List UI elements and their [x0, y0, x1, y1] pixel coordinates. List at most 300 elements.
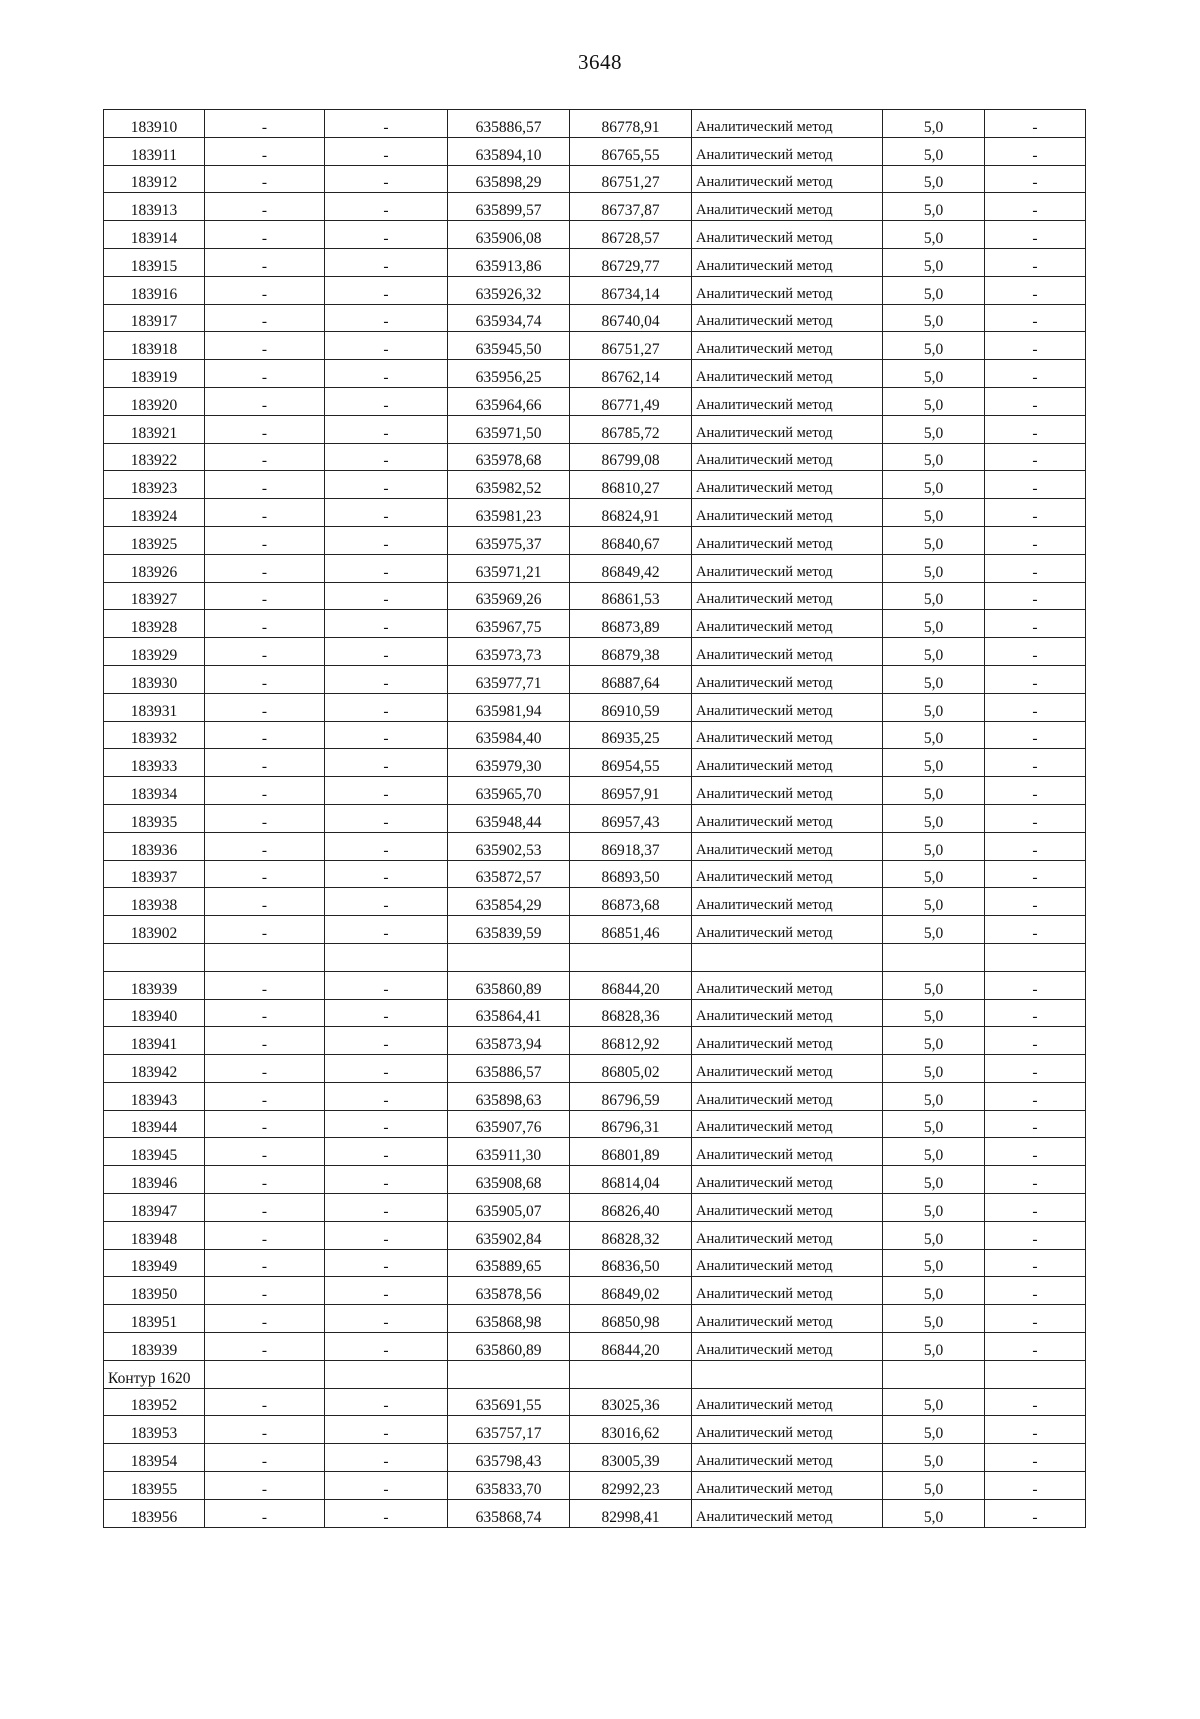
- table-row: [104, 304, 1086, 332]
- empty-value-cell: -: [205, 1110, 325, 1138]
- x-coordinate-cell: 635833,70: [448, 1472, 570, 1500]
- accuracy-cell: 5,0: [883, 332, 985, 360]
- empty-value-cell: -: [985, 610, 1086, 638]
- y-coordinate-cell: 82992,23: [570, 1472, 692, 1500]
- empty-value-cell: -: [985, 1277, 1086, 1305]
- point-number-cell: 183937: [104, 860, 205, 888]
- method-cell: Аналитический метод: [692, 1416, 883, 1444]
- empty-value-cell: -: [325, 526, 448, 554]
- x-coordinate-cell: 635889,65: [448, 1249, 570, 1277]
- empty-value-cell: -: [205, 304, 325, 332]
- method-cell: Аналитический метод: [692, 360, 883, 388]
- empty-value-cell: -: [985, 1027, 1086, 1055]
- empty-value-cell: -: [985, 526, 1086, 554]
- empty-value-cell: -: [205, 332, 325, 360]
- empty-value-cell: -: [325, 1055, 448, 1083]
- empty-cell: [448, 1360, 570, 1388]
- empty-value-cell: -: [205, 971, 325, 999]
- point-number-cell: 183915: [104, 248, 205, 276]
- point-number-cell: 183947: [104, 1194, 205, 1222]
- empty-value-cell: -: [205, 860, 325, 888]
- accuracy-cell: 5,0: [883, 777, 985, 805]
- x-coordinate-cell: 635906,08: [448, 221, 570, 249]
- empty-value-cell: -: [205, 1472, 325, 1500]
- y-coordinate-cell: 86751,27: [570, 165, 692, 193]
- x-coordinate-cell: 635864,41: [448, 999, 570, 1027]
- accuracy-cell: 5,0: [883, 499, 985, 527]
- y-coordinate-cell: 86828,36: [570, 999, 692, 1027]
- x-coordinate-cell: 635878,56: [448, 1277, 570, 1305]
- y-coordinate-cell: 86799,08: [570, 443, 692, 471]
- accuracy-cell: 5,0: [883, 443, 985, 471]
- table-row: [104, 248, 1086, 276]
- empty-value-cell: -: [205, 165, 325, 193]
- accuracy-cell: 5,0: [883, 1249, 985, 1277]
- empty-value-cell: -: [985, 665, 1086, 693]
- empty-value-cell: -: [205, 471, 325, 499]
- empty-value-cell: -: [325, 888, 448, 916]
- empty-value-cell: -: [985, 971, 1086, 999]
- x-coordinate-cell: 635898,63: [448, 1082, 570, 1110]
- x-coordinate-cell: 635907,76: [448, 1110, 570, 1138]
- empty-value-cell: -: [325, 721, 448, 749]
- y-coordinate-cell: 83005,39: [570, 1444, 692, 1472]
- y-coordinate-cell: 86824,91: [570, 499, 692, 527]
- method-cell: Аналитический метод: [692, 999, 883, 1027]
- x-coordinate-cell: 635913,86: [448, 248, 570, 276]
- table-row: [104, 804, 1086, 832]
- empty-value-cell: -: [325, 999, 448, 1027]
- empty-value-cell: -: [985, 777, 1086, 805]
- point-number-cell: 183916: [104, 276, 205, 304]
- empty-value-cell: -: [985, 137, 1086, 165]
- x-coordinate-cell: 635975,37: [448, 526, 570, 554]
- accuracy-cell: 5,0: [883, 610, 985, 638]
- x-coordinate-cell: 635969,26: [448, 582, 570, 610]
- empty-value-cell: -: [325, 1388, 448, 1416]
- y-coordinate-cell: 86873,68: [570, 888, 692, 916]
- empty-value-cell: -: [325, 749, 448, 777]
- y-coordinate-cell: 86762,14: [570, 360, 692, 388]
- empty-cell: [325, 1360, 448, 1388]
- empty-value-cell: -: [325, 110, 448, 138]
- table-row: [104, 971, 1086, 999]
- empty-value-cell: -: [985, 360, 1086, 388]
- method-cell: Аналитический метод: [692, 554, 883, 582]
- method-cell: Аналитический метод: [692, 1221, 883, 1249]
- point-number-cell: 183926: [104, 554, 205, 582]
- x-coordinate-cell: 635854,29: [448, 888, 570, 916]
- y-coordinate-cell: 86812,92: [570, 1027, 692, 1055]
- empty-value-cell: -: [985, 1499, 1086, 1527]
- point-number-cell: 183928: [104, 610, 205, 638]
- y-coordinate-cell: 86814,04: [570, 1166, 692, 1194]
- y-coordinate-cell: 86849,42: [570, 554, 692, 582]
- point-number-cell: 183945: [104, 1138, 205, 1166]
- empty-value-cell: -: [985, 832, 1086, 860]
- table-row: [104, 999, 1086, 1027]
- accuracy-cell: 5,0: [883, 1305, 985, 1333]
- empty-value-cell: -: [325, 971, 448, 999]
- x-coordinate-cell: 635886,57: [448, 1055, 570, 1083]
- empty-value-cell: -: [325, 304, 448, 332]
- table-row: [104, 665, 1086, 693]
- point-number-cell: 183939: [104, 1333, 205, 1361]
- method-cell: Аналитический метод: [692, 1194, 883, 1222]
- empty-value-cell: -: [985, 916, 1086, 944]
- method-cell: Аналитический метод: [692, 721, 883, 749]
- x-coordinate-cell: 635967,75: [448, 610, 570, 638]
- empty-value-cell: -: [985, 582, 1086, 610]
- empty-value-cell: -: [325, 471, 448, 499]
- table-row: [104, 471, 1086, 499]
- point-number-cell: 183953: [104, 1416, 205, 1444]
- accuracy-cell: 5,0: [883, 860, 985, 888]
- empty-value-cell: -: [205, 248, 325, 276]
- y-coordinate-cell: 86751,27: [570, 332, 692, 360]
- table-row: [104, 860, 1086, 888]
- point-number-cell: 183936: [104, 832, 205, 860]
- accuracy-cell: 5,0: [883, 248, 985, 276]
- y-coordinate-cell: 86740,04: [570, 304, 692, 332]
- empty-cell: [205, 1360, 325, 1388]
- y-coordinate-cell: 86734,14: [570, 276, 692, 304]
- empty-cell: [448, 943, 570, 971]
- empty-cell: [325, 943, 448, 971]
- table-row: [104, 1221, 1086, 1249]
- x-coordinate-cell: 635964,66: [448, 387, 570, 415]
- empty-cell: [985, 943, 1086, 971]
- table-row: [104, 1082, 1086, 1110]
- x-coordinate-cell: 635908,68: [448, 1166, 570, 1194]
- empty-value-cell: -: [985, 638, 1086, 666]
- point-number-cell: 183911: [104, 137, 205, 165]
- x-coordinate-cell: 635971,21: [448, 554, 570, 582]
- point-number-cell: 183927: [104, 582, 205, 610]
- accuracy-cell: 5,0: [883, 1333, 985, 1361]
- x-coordinate-cell: 635860,89: [448, 1333, 570, 1361]
- contour-label: Контур 1620: [104, 1360, 205, 1388]
- x-coordinate-cell: 635971,50: [448, 415, 570, 443]
- empty-value-cell: -: [325, 665, 448, 693]
- empty-value-cell: -: [325, 276, 448, 304]
- x-coordinate-cell: 635868,98: [448, 1305, 570, 1333]
- accuracy-cell: 5,0: [883, 916, 985, 944]
- empty-value-cell: -: [325, 638, 448, 666]
- empty-value-cell: -: [325, 360, 448, 388]
- empty-value-cell: -: [205, 1388, 325, 1416]
- accuracy-cell: 5,0: [883, 804, 985, 832]
- point-number-cell: 183950: [104, 1277, 205, 1305]
- empty-value-cell: -: [325, 1194, 448, 1222]
- table-row: [104, 1166, 1086, 1194]
- empty-value-cell: -: [325, 499, 448, 527]
- y-coordinate-cell: 86849,02: [570, 1277, 692, 1305]
- y-coordinate-cell: 86765,55: [570, 137, 692, 165]
- table-body: [104, 110, 1086, 1528]
- method-cell: Аналитический метод: [692, 387, 883, 415]
- y-coordinate-cell: 86801,89: [570, 1138, 692, 1166]
- empty-value-cell: -: [205, 1082, 325, 1110]
- empty-value-cell: -: [985, 276, 1086, 304]
- empty-value-cell: -: [985, 721, 1086, 749]
- empty-value-cell: -: [325, 1333, 448, 1361]
- empty-value-cell: -: [985, 804, 1086, 832]
- empty-value-cell: -: [205, 443, 325, 471]
- point-number-cell: 183949: [104, 1249, 205, 1277]
- y-coordinate-cell: 86796,31: [570, 1110, 692, 1138]
- empty-value-cell: -: [205, 665, 325, 693]
- empty-value-cell: -: [325, 777, 448, 805]
- x-coordinate-cell: 635757,17: [448, 1416, 570, 1444]
- empty-value-cell: -: [205, 1333, 325, 1361]
- method-cell: Аналитический метод: [692, 1249, 883, 1277]
- empty-value-cell: -: [985, 1249, 1086, 1277]
- table-row: [104, 693, 1086, 721]
- x-coordinate-cell: 635691,55: [448, 1388, 570, 1416]
- method-cell: Аналитический метод: [692, 110, 883, 138]
- empty-cell: [570, 943, 692, 971]
- empty-value-cell: -: [325, 916, 448, 944]
- empty-value-cell: -: [985, 1055, 1086, 1083]
- empty-value-cell: -: [985, 499, 1086, 527]
- accuracy-cell: 5,0: [883, 582, 985, 610]
- x-coordinate-cell: 635902,53: [448, 832, 570, 860]
- method-cell: Аналитический метод: [692, 221, 883, 249]
- accuracy-cell: 5,0: [883, 1388, 985, 1416]
- x-coordinate-cell: 635902,84: [448, 1221, 570, 1249]
- method-cell: Аналитический метод: [692, 499, 883, 527]
- empty-value-cell: -: [205, 193, 325, 221]
- x-coordinate-cell: 635911,30: [448, 1138, 570, 1166]
- empty-value-cell: -: [325, 387, 448, 415]
- y-coordinate-cell: 86957,91: [570, 777, 692, 805]
- empty-value-cell: -: [325, 1138, 448, 1166]
- method-cell: Аналитический метод: [692, 443, 883, 471]
- table-row: [104, 832, 1086, 860]
- empty-value-cell: -: [205, 276, 325, 304]
- empty-value-cell: -: [205, 1138, 325, 1166]
- empty-value-cell: -: [325, 1221, 448, 1249]
- y-coordinate-cell: 86785,72: [570, 415, 692, 443]
- point-number-cell: 183941: [104, 1027, 205, 1055]
- method-cell: Аналитический метод: [692, 804, 883, 832]
- y-coordinate-cell: 86737,87: [570, 193, 692, 221]
- page-number: 3648: [578, 50, 622, 74]
- empty-value-cell: -: [985, 304, 1086, 332]
- empty-value-cell: -: [325, 415, 448, 443]
- method-cell: Аналитический метод: [692, 610, 883, 638]
- table-row: [104, 638, 1086, 666]
- table-row: [104, 1388, 1086, 1416]
- method-cell: Аналитический метод: [692, 193, 883, 221]
- empty-cell: [104, 943, 205, 971]
- accuracy-cell: 5,0: [883, 638, 985, 666]
- empty-value-cell: -: [985, 443, 1086, 471]
- method-cell: Аналитический метод: [692, 526, 883, 554]
- empty-value-cell: -: [985, 749, 1086, 777]
- accuracy-cell: 5,0: [883, 721, 985, 749]
- accuracy-cell: 5,0: [883, 1082, 985, 1110]
- contour-header-row: [104, 1360, 1086, 1388]
- table-row: [104, 526, 1086, 554]
- x-coordinate-cell: 635982,52: [448, 471, 570, 499]
- y-coordinate-cell: 83025,36: [570, 1388, 692, 1416]
- method-cell: Аналитический метод: [692, 665, 883, 693]
- table-row: [104, 888, 1086, 916]
- empty-value-cell: -: [325, 332, 448, 360]
- point-number-cell: 183952: [104, 1388, 205, 1416]
- accuracy-cell: 5,0: [883, 526, 985, 554]
- accuracy-cell: 5,0: [883, 276, 985, 304]
- empty-value-cell: -: [205, 360, 325, 388]
- table-row: [104, 1499, 1086, 1527]
- empty-value-cell: -: [325, 1305, 448, 1333]
- accuracy-cell: 5,0: [883, 554, 985, 582]
- x-coordinate-cell: 635979,30: [448, 749, 570, 777]
- table-row: [104, 499, 1086, 527]
- table-row: [104, 165, 1086, 193]
- empty-value-cell: -: [325, 1499, 448, 1527]
- y-coordinate-cell: 86850,98: [570, 1305, 692, 1333]
- x-coordinate-cell: 635894,10: [448, 137, 570, 165]
- empty-value-cell: -: [205, 1166, 325, 1194]
- method-cell: Аналитический метод: [692, 1110, 883, 1138]
- method-cell: Аналитический метод: [692, 888, 883, 916]
- method-cell: Аналитический метод: [692, 1444, 883, 1472]
- method-cell: Аналитический метод: [692, 248, 883, 276]
- empty-value-cell: -: [205, 1221, 325, 1249]
- empty-value-cell: -: [205, 554, 325, 582]
- empty-value-cell: -: [985, 1388, 1086, 1416]
- x-coordinate-cell: 635977,71: [448, 665, 570, 693]
- y-coordinate-cell: 86918,37: [570, 832, 692, 860]
- point-number-cell: 183943: [104, 1082, 205, 1110]
- empty-value-cell: -: [205, 415, 325, 443]
- empty-value-cell: -: [325, 1027, 448, 1055]
- empty-value-cell: -: [325, 1444, 448, 1472]
- y-coordinate-cell: 86957,43: [570, 804, 692, 832]
- accuracy-cell: 5,0: [883, 415, 985, 443]
- y-coordinate-cell: 86861,53: [570, 582, 692, 610]
- y-coordinate-cell: 86810,27: [570, 471, 692, 499]
- method-cell: Аналитический метод: [692, 1082, 883, 1110]
- empty-value-cell: -: [205, 832, 325, 860]
- table-row: [104, 1333, 1086, 1361]
- empty-cell: [985, 1360, 1086, 1388]
- point-number-cell: 183925: [104, 526, 205, 554]
- accuracy-cell: 5,0: [883, 360, 985, 388]
- y-coordinate-cell: 86935,25: [570, 721, 692, 749]
- table-row: [104, 721, 1086, 749]
- point-number-cell: 183932: [104, 721, 205, 749]
- empty-value-cell: -: [325, 1110, 448, 1138]
- table-row: [104, 387, 1086, 415]
- y-coordinate-cell: 86887,64: [570, 665, 692, 693]
- empty-value-cell: -: [985, 1333, 1086, 1361]
- empty-value-cell: -: [325, 1277, 448, 1305]
- accuracy-cell: 5,0: [883, 1472, 985, 1500]
- empty-value-cell: -: [985, 693, 1086, 721]
- empty-value-cell: -: [985, 554, 1086, 582]
- accuracy-cell: 5,0: [883, 165, 985, 193]
- accuracy-cell: 5,0: [883, 999, 985, 1027]
- y-coordinate-cell: 86836,50: [570, 1249, 692, 1277]
- empty-cell: [570, 1360, 692, 1388]
- empty-value-cell: -: [205, 721, 325, 749]
- empty-value-cell: -: [325, 582, 448, 610]
- y-coordinate-cell: 82998,41: [570, 1499, 692, 1527]
- point-number-cell: 183929: [104, 638, 205, 666]
- accuracy-cell: 5,0: [883, 832, 985, 860]
- table-row: [104, 1027, 1086, 1055]
- point-number-cell: 183921: [104, 415, 205, 443]
- point-number-cell: 183951: [104, 1305, 205, 1333]
- x-coordinate-cell: 635798,43: [448, 1444, 570, 1472]
- empty-value-cell: -: [985, 1166, 1086, 1194]
- accuracy-cell: 5,0: [883, 1138, 985, 1166]
- x-coordinate-cell: 635981,94: [448, 693, 570, 721]
- y-coordinate-cell: 86805,02: [570, 1055, 692, 1083]
- point-number-cell: 183922: [104, 443, 205, 471]
- empty-value-cell: -: [205, 777, 325, 805]
- empty-value-cell: -: [205, 221, 325, 249]
- point-number-cell: 183923: [104, 471, 205, 499]
- point-number-cell: 183938: [104, 888, 205, 916]
- x-coordinate-cell: 635860,89: [448, 971, 570, 999]
- x-coordinate-cell: 635873,94: [448, 1027, 570, 1055]
- accuracy-cell: 5,0: [883, 221, 985, 249]
- point-number-cell: 183912: [104, 165, 205, 193]
- x-coordinate-cell: 635956,25: [448, 360, 570, 388]
- point-number-cell: 183933: [104, 749, 205, 777]
- empty-value-cell: -: [985, 1138, 1086, 1166]
- point-number-cell: 183939: [104, 971, 205, 999]
- table-row: [104, 749, 1086, 777]
- method-cell: Аналитический метод: [692, 749, 883, 777]
- x-coordinate-cell: 635984,40: [448, 721, 570, 749]
- point-number-cell: 183931: [104, 693, 205, 721]
- method-cell: Аналитический метод: [692, 1333, 883, 1361]
- empty-value-cell: -: [205, 110, 325, 138]
- empty-value-cell: -: [985, 1444, 1086, 1472]
- empty-value-cell: -: [325, 832, 448, 860]
- empty-value-cell: -: [325, 1166, 448, 1194]
- method-cell: Аналитический метод: [692, 1472, 883, 1500]
- y-coordinate-cell: 86778,91: [570, 110, 692, 138]
- accuracy-cell: 5,0: [883, 1444, 985, 1472]
- method-cell: Аналитический метод: [692, 582, 883, 610]
- y-coordinate-cell: 86844,20: [570, 1333, 692, 1361]
- empty-value-cell: -: [985, 888, 1086, 916]
- y-coordinate-cell: 86729,77: [570, 248, 692, 276]
- method-cell: Аналитический метод: [692, 415, 883, 443]
- method-cell: Аналитический метод: [692, 276, 883, 304]
- point-number-cell: 183902: [104, 916, 205, 944]
- empty-value-cell: -: [985, 248, 1086, 276]
- y-coordinate-cell: 86826,40: [570, 1194, 692, 1222]
- table-row: [104, 1277, 1086, 1305]
- empty-value-cell: -: [985, 999, 1086, 1027]
- empty-value-cell: -: [325, 1416, 448, 1444]
- accuracy-cell: 5,0: [883, 1055, 985, 1083]
- empty-value-cell: -: [205, 638, 325, 666]
- point-number-cell: 183924: [104, 499, 205, 527]
- table-row: [104, 1138, 1086, 1166]
- table-row: [104, 110, 1086, 138]
- empty-value-cell: -: [325, 165, 448, 193]
- empty-value-cell: -: [325, 610, 448, 638]
